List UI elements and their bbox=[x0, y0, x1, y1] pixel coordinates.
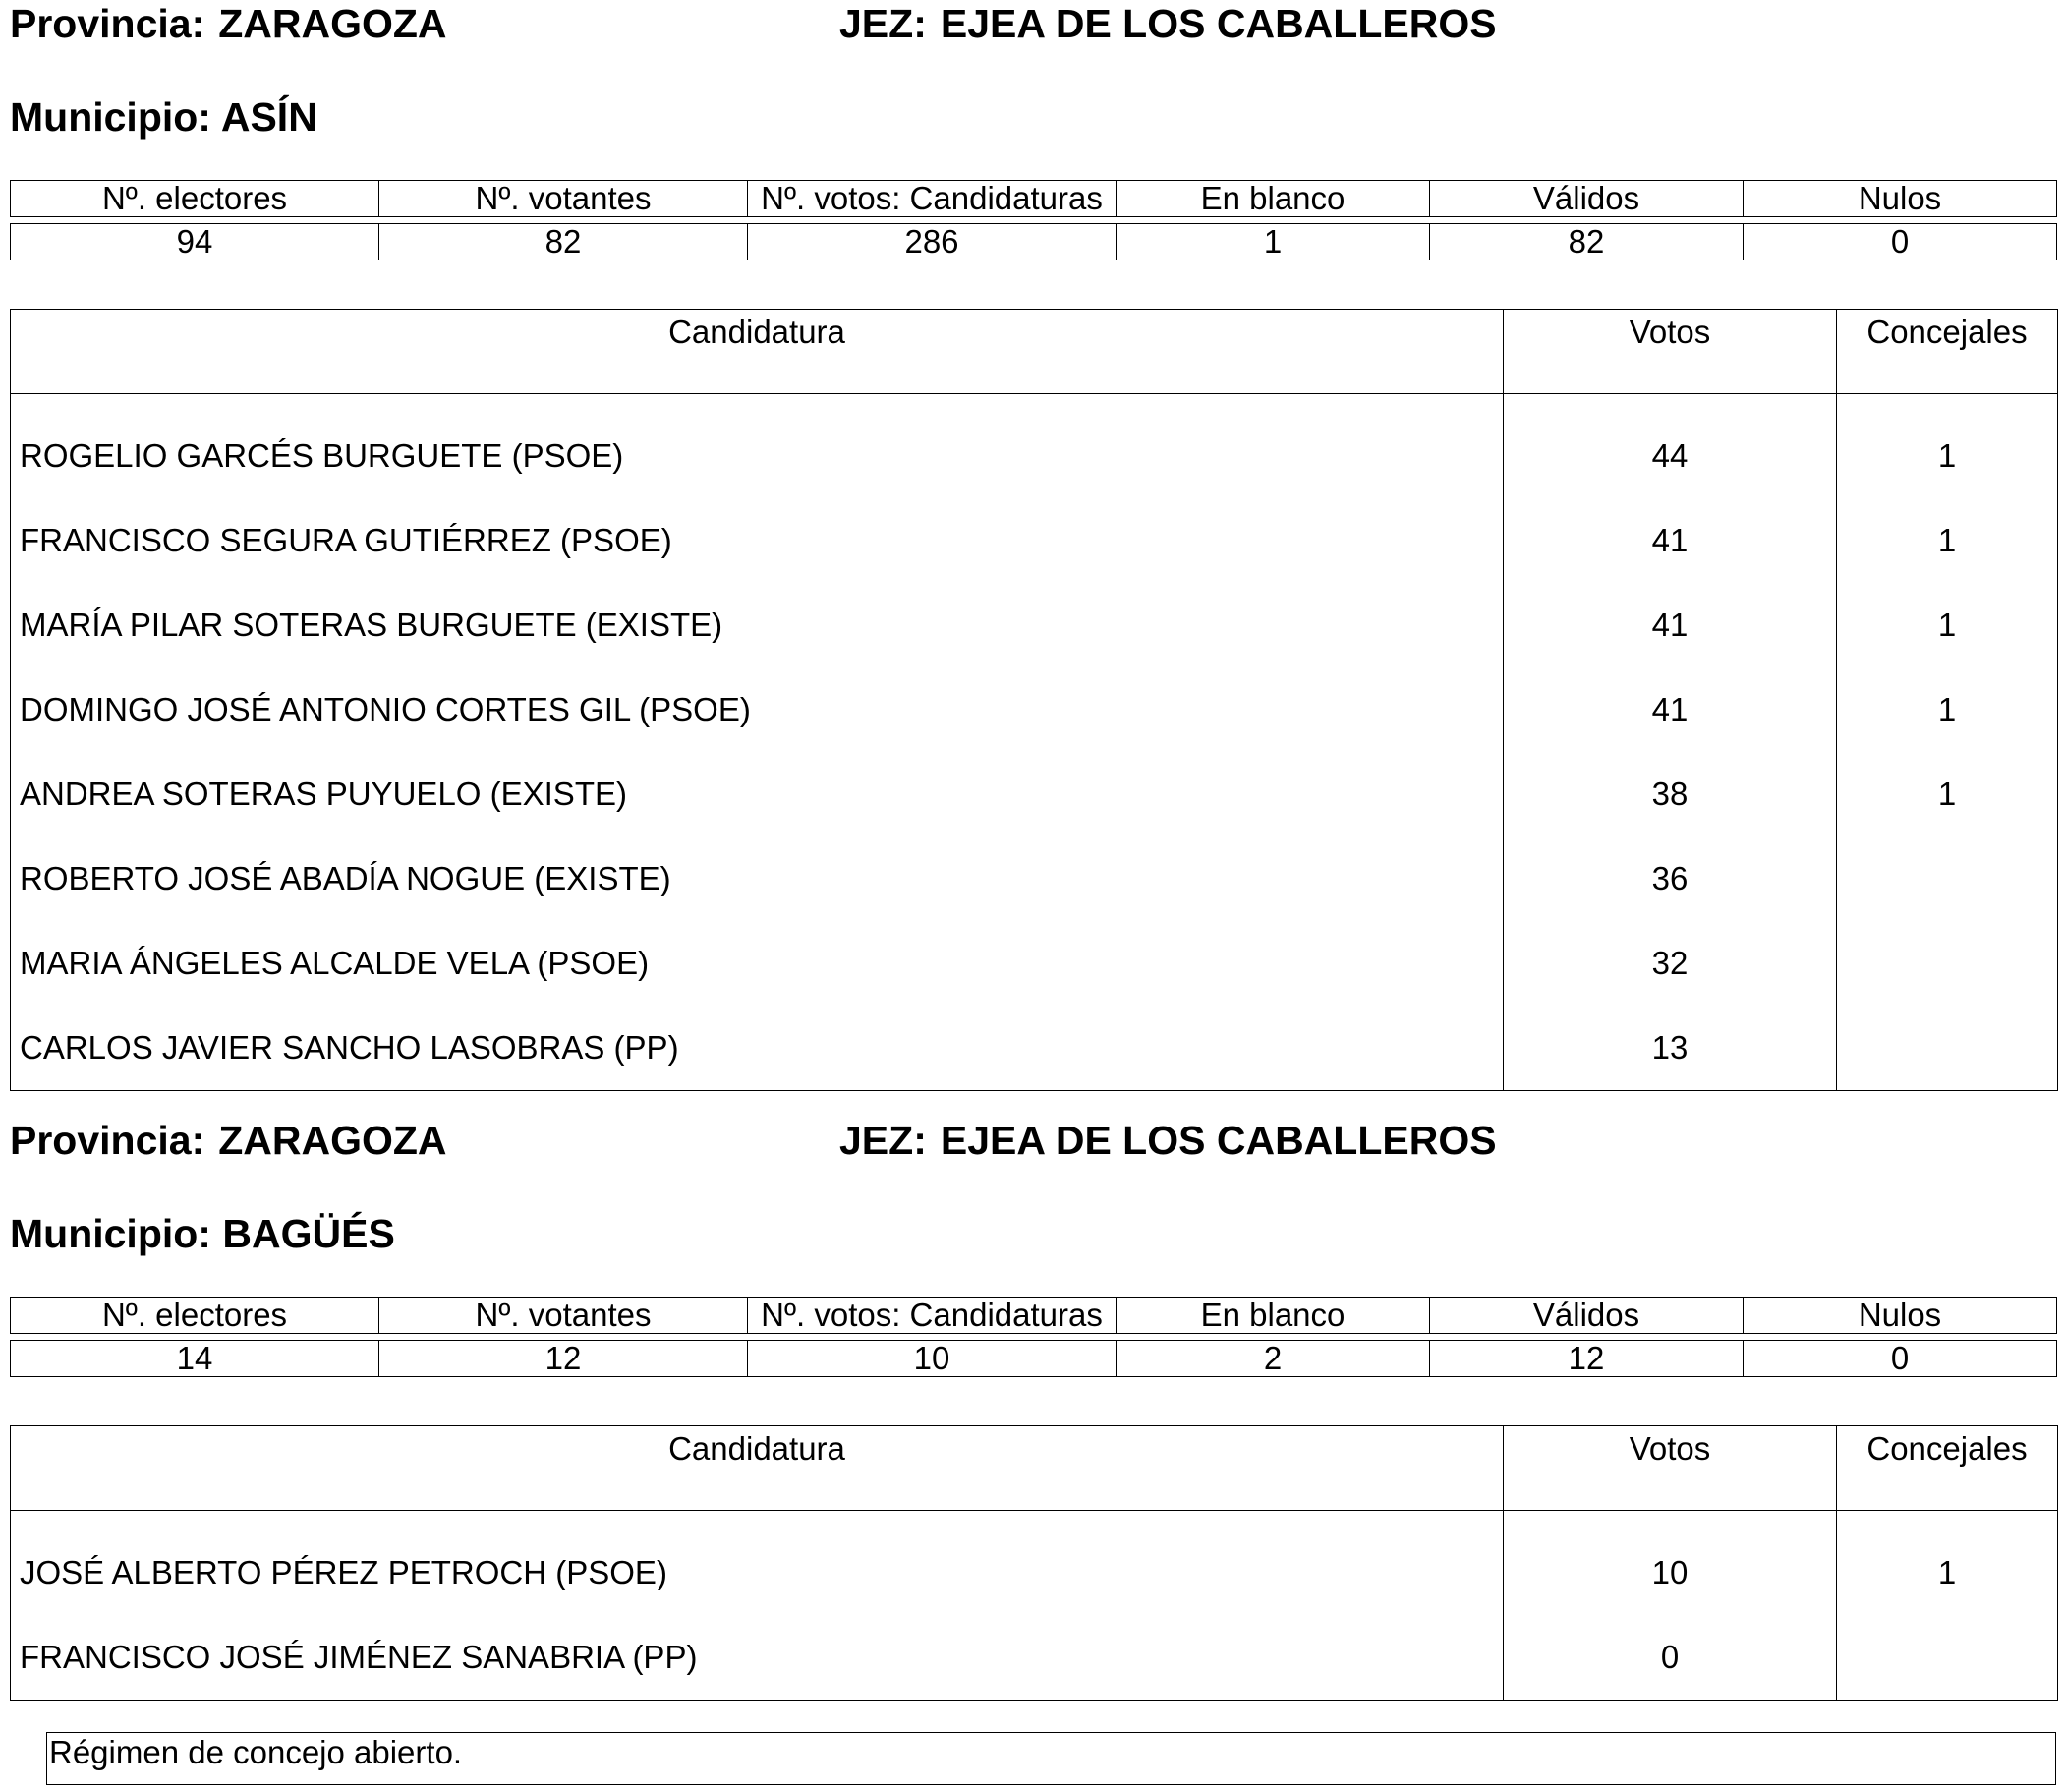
candidate-name: MARÍA PILAR SOTERAS BURGUETE (EXISTE) bbox=[20, 607, 723, 643]
summary-header-row bbox=[10, 1297, 2057, 1334]
summary-value-row bbox=[10, 1340, 2057, 1377]
candidate-concejales: 1 bbox=[1837, 583, 2058, 667]
summary-value-cell: 94 bbox=[10, 223, 378, 260]
municipio-heading bbox=[10, 1210, 395, 1257]
summary-header-cell: Nº. votos: Candidaturas bbox=[747, 1297, 1116, 1334]
candidates-header-row bbox=[11, 1426, 2058, 1511]
summary-value-cell: 2 bbox=[1116, 1340, 1429, 1377]
municipio-heading bbox=[10, 93, 317, 141]
candidate-concejales: 1 bbox=[1837, 667, 2058, 752]
candidate-concejales: 1 bbox=[1837, 752, 2058, 837]
candidates-header-row bbox=[11, 310, 2058, 394]
regimen-note: Régimen de concejo abierto. bbox=[46, 1732, 2056, 1785]
summary-value-cell: 0 bbox=[1743, 223, 2057, 260]
municipio-label: Municipio: bbox=[10, 1211, 211, 1256]
municipio-value: ASÍN bbox=[220, 94, 317, 140]
summary-header-cell: Válidos bbox=[1429, 180, 1743, 217]
summary-header-cell: Nº. votantes bbox=[378, 180, 747, 217]
candidate-votos: 0 bbox=[1504, 1615, 1837, 1701]
candidate-row bbox=[11, 921, 2058, 1006]
summary-header-cell: Nº. electores bbox=[10, 180, 378, 217]
summary-header-cell: Nº. votos: Candidaturas bbox=[747, 180, 1116, 217]
candidate-concejales: 1 bbox=[1837, 394, 2058, 499]
candidate-row bbox=[11, 1615, 2058, 1701]
candidate-votos: 44 bbox=[1504, 394, 1837, 499]
summary-value-cell: 12 bbox=[1429, 1340, 1743, 1377]
summary-table bbox=[10, 1297, 2057, 1377]
candidate-row bbox=[11, 667, 2058, 752]
jez-label: JEZ: bbox=[839, 1, 927, 46]
summary-value-cell: 0 bbox=[1743, 1340, 2057, 1377]
candidate-concejales: 1 bbox=[1837, 498, 2058, 583]
summary-value-cell: 1 bbox=[1116, 223, 1429, 260]
summary-value-cell: 10 bbox=[747, 1340, 1116, 1377]
summary-value-cell: 82 bbox=[1429, 223, 1743, 260]
candidate-row bbox=[11, 498, 2058, 583]
candidate-concejales bbox=[1837, 837, 2058, 921]
provincia-value: ZARAGOZA bbox=[218, 1, 447, 46]
jez-heading bbox=[839, 0, 1497, 47]
candidate-name: ROGELIO GARCÉS BURGUETE (PSOE) bbox=[20, 437, 624, 474]
candidatura-header: Candidatura bbox=[11, 1426, 1504, 1511]
summary-value-cell: 82 bbox=[378, 223, 747, 260]
summary-table bbox=[10, 180, 2057, 260]
candidate-concejales: 1 bbox=[1837, 1511, 2058, 1616]
candidate-name: MARIA ÁNGELES ALCALDE VELA (PSOE) bbox=[20, 945, 650, 981]
candidate-row bbox=[11, 837, 2058, 921]
candidate-votos: 36 bbox=[1504, 837, 1837, 921]
summary-header-row bbox=[10, 180, 2057, 217]
votos-header: Votos bbox=[1504, 1426, 1837, 1511]
candidate-votos: 41 bbox=[1504, 667, 1837, 752]
provincia-label: Provincia: bbox=[10, 1118, 205, 1163]
summary-header-cell: Nº. votantes bbox=[378, 1297, 747, 1334]
candidate-name: FRANCISCO SEGURA GUTIÉRREZ (PSOE) bbox=[20, 522, 672, 558]
concejales-header: Concejales bbox=[1837, 1426, 2058, 1511]
candidate-votos: 13 bbox=[1504, 1006, 1837, 1091]
candidate-row bbox=[11, 1006, 2058, 1091]
candidate-name: ANDREA SOTERAS PUYUELO (EXISTE) bbox=[20, 776, 627, 812]
jez-label: JEZ: bbox=[839, 1118, 927, 1163]
candidate-votos: 32 bbox=[1504, 921, 1837, 1006]
concejales-header: Concejales bbox=[1837, 310, 2058, 394]
candidate-name: JOSÉ ALBERTO PÉREZ PETROCH (PSOE) bbox=[20, 1554, 667, 1590]
candidate-votos: 41 bbox=[1504, 498, 1837, 583]
summary-value-cell: 14 bbox=[10, 1340, 378, 1377]
candidate-votos: 41 bbox=[1504, 583, 1837, 667]
municipio-label: Municipio: bbox=[10, 94, 211, 140]
candidates-table bbox=[10, 309, 2058, 1091]
summary-header-cell: En blanco bbox=[1116, 1297, 1429, 1334]
provincia-heading bbox=[10, 1117, 447, 1164]
summary-value-cell: 12 bbox=[378, 1340, 747, 1377]
summary-header-cell: Nulos bbox=[1743, 1297, 2057, 1334]
candidates-table bbox=[10, 1425, 2058, 1701]
jez-heading bbox=[839, 1117, 1497, 1164]
provincia-value: ZARAGOZA bbox=[218, 1118, 447, 1163]
summary-header-cell: Válidos bbox=[1429, 1297, 1743, 1334]
candidate-row bbox=[11, 583, 2058, 667]
jez-value: EJEA DE LOS CABALLEROS bbox=[940, 1, 1497, 46]
candidate-votos: 38 bbox=[1504, 752, 1837, 837]
candidate-concejales bbox=[1837, 921, 2058, 1006]
votos-header: Votos bbox=[1504, 310, 1837, 394]
jez-value: EJEA DE LOS CABALLEROS bbox=[940, 1118, 1497, 1163]
candidatura-header: Candidatura bbox=[11, 310, 1504, 394]
candidate-row bbox=[11, 1511, 2058, 1616]
provincia-label: Provincia: bbox=[10, 1, 205, 46]
municipio-value: BAGÜÉS bbox=[222, 1211, 395, 1256]
candidate-votos: 10 bbox=[1504, 1511, 1837, 1616]
candidate-concejales bbox=[1837, 1006, 2058, 1091]
summary-value-row bbox=[10, 223, 2057, 260]
summary-header-cell: En blanco bbox=[1116, 180, 1429, 217]
summary-header-cell: Nº. electores bbox=[10, 1297, 378, 1334]
candidate-name: DOMINGO JOSÉ ANTONIO CORTES GIL (PSOE) bbox=[20, 691, 751, 727]
candidate-name: ROBERTO JOSÉ ABADÍA NOGUE (EXISTE) bbox=[20, 860, 671, 896]
summary-header-cell: Nulos bbox=[1743, 180, 2057, 217]
provincia-heading bbox=[10, 0, 447, 47]
candidate-row bbox=[11, 394, 2058, 499]
summary-value-cell: 286 bbox=[747, 223, 1116, 260]
candidate-concejales bbox=[1837, 1615, 2058, 1701]
candidate-name: CARLOS JAVIER SANCHO LASOBRAS (PP) bbox=[20, 1029, 679, 1066]
candidate-row bbox=[11, 752, 2058, 837]
candidate-name: FRANCISCO JOSÉ JIMÉNEZ SANABRIA (PP) bbox=[20, 1639, 698, 1675]
